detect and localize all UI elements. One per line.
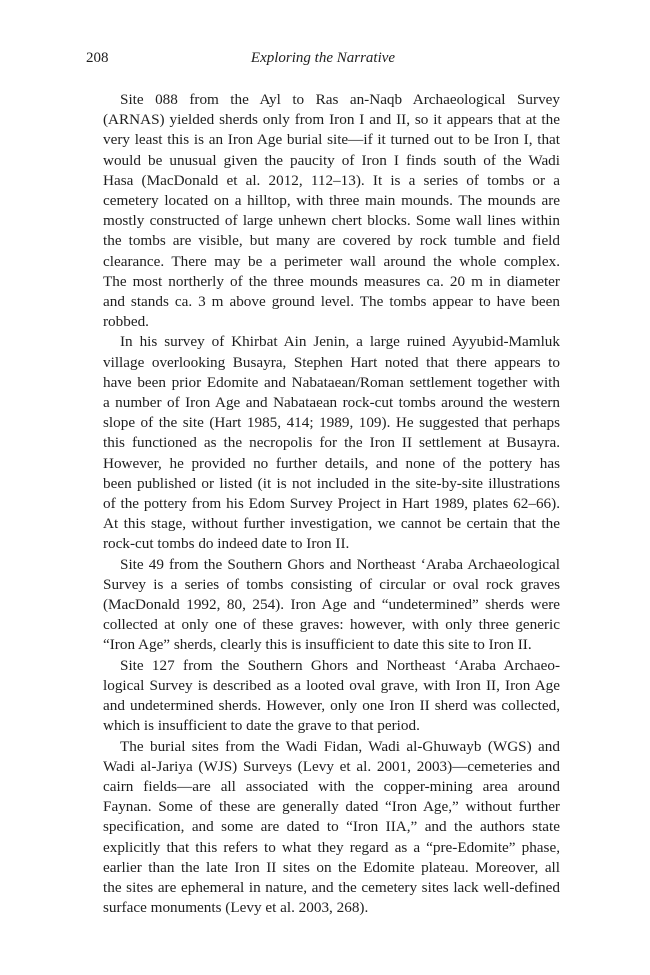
text-line: “Iron Age” sherds, clearly this is insufficient to date this site to Iron II.	[103, 636, 532, 654]
text-line: logical Survey is described as a looted oval grave, with Iron II, Iron Age	[103, 676, 560, 694]
text-line: Hasa (MacDonald et al. 2012, 112–13). It is a series of tombs or a	[103, 171, 560, 189]
text-line: cairn fields—are all associated with the copper-mining area around	[103, 777, 560, 795]
text-line: At this stage, without further investigation, we cannot be certain that the	[103, 515, 560, 533]
text-line: explicitly that this refers to what they regard as a “pre-Edomite” phase,	[103, 838, 560, 856]
paragraph	[86, 332, 560, 554]
body-text	[86, 90, 560, 918]
text-line: the tombs are visible, but many are covered by rock tumble and field	[103, 232, 560, 250]
text-line: would be unusual given the paucity of Iron I finds south of the Wadi	[103, 151, 560, 169]
text-line: slope of the site (Hart 1985, 414; 1989, 109). He suggested that perhaps	[103, 414, 560, 432]
text-line: collected at only one of these graves: however, with only three generic	[103, 616, 560, 634]
text-line: very least this is an Iron Age burial site—if it turned out to be Iron I, that	[103, 131, 560, 149]
text-line: Survey is a series of tombs consisting of circular or oval rock graves	[103, 575, 560, 593]
text-line: Site 127 from the Southern Ghors and Northeast ‘Araba Archaeo-	[120, 656, 560, 674]
paragraph	[86, 737, 560, 919]
text-line: Site 49 from the Southern Ghors and Northeast ‘Araba Archaeological	[120, 555, 560, 573]
page-header	[86, 47, 560, 69]
text-line: (ARNAS) yielded sherds only from Iron I and II, so it appears that at the	[103, 111, 560, 129]
text-line: this functioned as the necropolis for the Iron II settlement at Busayra.	[103, 434, 560, 452]
text-line: the sites are ephemeral in nature, and the cemetery sites lack well-defined	[103, 878, 560, 896]
text-line: Wadi al-Jariya (WJS) Surveys (Levy et al. 2001, 2003)—cemeteries and	[103, 757, 560, 775]
text-line: robbed.	[103, 313, 149, 331]
text-line: Site 088 from the Ayl to Ras an-Naqb Archaeological Survey	[120, 91, 560, 108]
text-line: The burial sites from the Wadi Fidan, Wadi al-Ghuwayb (WGS) and	[120, 737, 560, 755]
text-line: mostly constructed of large unhewn chert blocks. Some wall lines within	[103, 212, 560, 230]
text-line: a number of Iron Age and Nabataean rock-cut tombs around the western	[103, 394, 560, 412]
paragraph	[86, 656, 560, 737]
running-head: Exploring the Narrative	[250, 50, 396, 66]
text-line: surface monuments (Levy et al. 2003, 268).	[103, 899, 369, 917]
text-line: However, he provided no further details, and none of the pottery has	[103, 454, 560, 472]
text-line: been published or listed (it is not included in the site-by-site illustrations	[103, 474, 560, 492]
text-line: (MacDonald 1992, 80, 254). Iron Age and “undetermined” sherds were	[103, 596, 560, 614]
text-line: which is insufficient to date the grave to that period.	[103, 717, 420, 735]
text-line: In his survey of Khirbat Ain Jenin, a large ruined Ayyubid-Mamluk	[120, 333, 560, 351]
text-line: have been prior Edomite and Nabataean/Roman settlement together with	[103, 373, 560, 391]
text-line: rock-cut tombs do indeed date to Iron II.	[103, 535, 350, 553]
text-line: clearance. There may be a perimeter wall around the whole complex.	[103, 252, 560, 270]
text-line: specification, and some are dated to “Iron IIA,” and the authors state	[103, 818, 560, 836]
text-line: and undetermined sherds. However, only one Iron II sherd was collected,	[103, 697, 560, 715]
page-number: 208	[86, 50, 109, 66]
paragraph	[86, 555, 560, 656]
text-line: Faynan. Some of these are generally dated “Iron Age,” without further	[103, 798, 560, 816]
text-line: The most northerly of the three mounds measures ca. 20 m in diameter	[103, 272, 560, 290]
text-line: of the pottery from his Edom Survey Project in Hart 1989, plates 62–66).	[103, 495, 560, 513]
text-line: village overlooking Busayra, Stephen Hart noted that there appears to	[103, 353, 560, 371]
paragraph	[86, 90, 560, 332]
text-line: and stands ca. 3 m above ground level. The tombs appear to have been	[103, 293, 560, 311]
text-line: cemetery located on a hilltop, with three main mounds. The mounds are	[103, 192, 560, 210]
text-line: earlier than the late Iron II sites on the Edomite plateau. Moreover, all	[103, 858, 560, 876]
